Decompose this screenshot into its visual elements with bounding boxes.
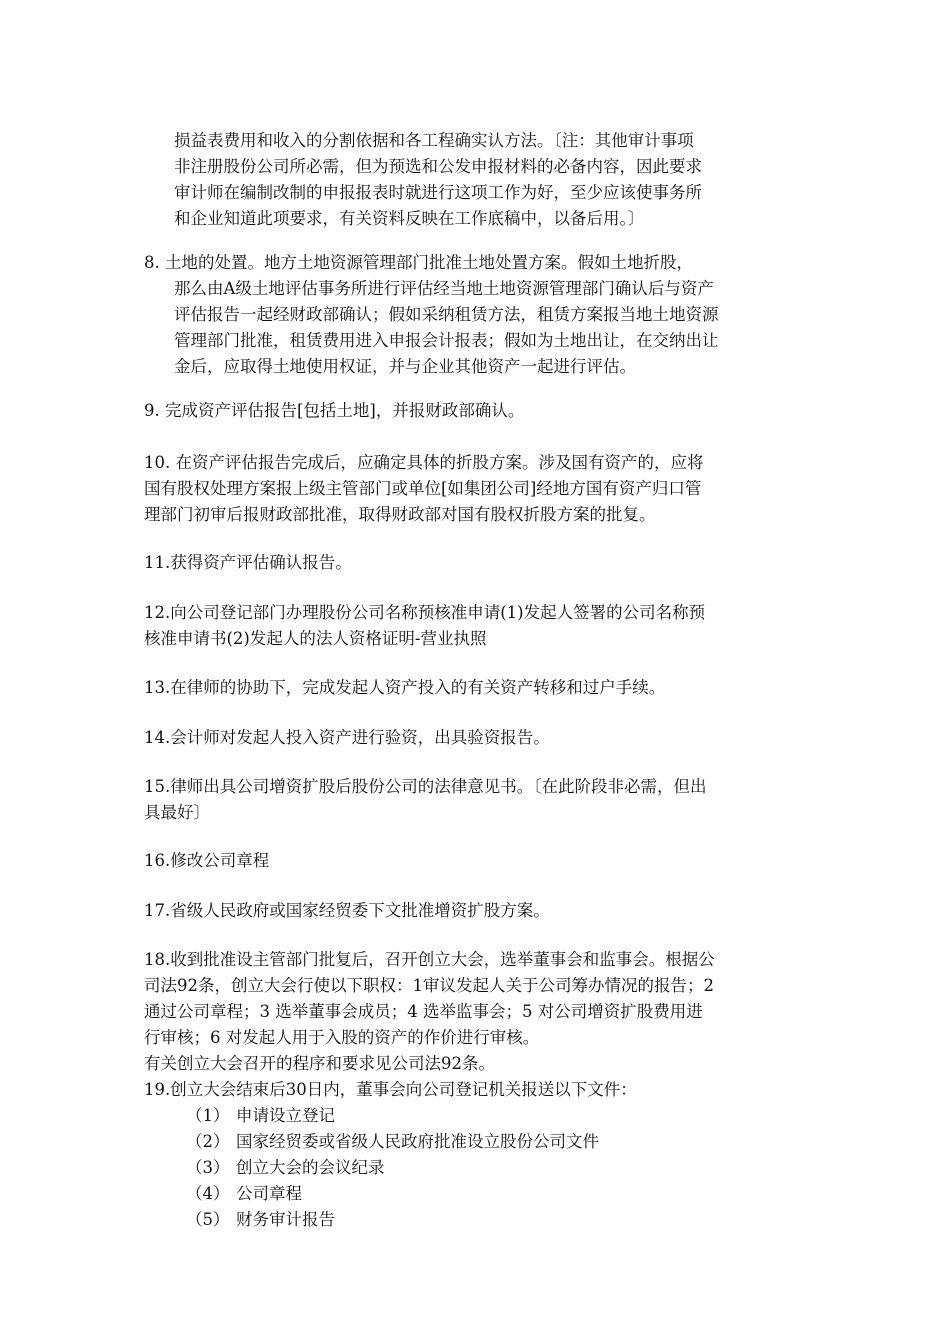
paragraph-item-16: [144, 848, 810, 874]
paragraph-item-13: [144, 675, 810, 701]
text-line: 8. 土地的处置。地方土地资源管理部门批准土地处置方案。假如土地折股，: [144, 253, 693, 272]
paragraph-item-15: [144, 774, 810, 826]
list-item-text: 创立大会的会议纪录: [236, 1158, 385, 1177]
text-line: 那么由A级土地评估事务所进行评估经当地土地资源管理部门确认后与资产: [174, 279, 714, 298]
list-item-text: 公司章程: [236, 1184, 302, 1203]
text-line: 9. 完成资产评估报告[包括土地]，并报财政部确认。: [144, 401, 525, 420]
text-line: 核准申请书(2)发起人的法人资格证明-营业执照: [144, 629, 487, 648]
list-item-number: （4）: [186, 1184, 230, 1203]
paragraph-item-17: [144, 898, 810, 924]
text-line: 行审核；6 对发起人用于入股的资产的作价进行审核。: [144, 1028, 540, 1047]
paragraph-item-8: [144, 250, 810, 380]
text-line: 有关创立大会召开的程序和要求见公司法92条。: [144, 1054, 495, 1073]
text-line: 通过公司章程；3 选举董事会成员；4 选举监事会；5 对公司增资扩股费用进: [144, 1002, 703, 1021]
paragraph-item-18-19: [144, 947, 810, 1103]
document-sublist: [144, 1103, 810, 1233]
text-line: 管理部门批准，租赁费用进入申报会计报表；假如为土地出让，在交纳出让: [174, 331, 719, 350]
text-line: 16.修改公司章程: [144, 851, 270, 870]
list-item-number: （1）: [186, 1106, 230, 1125]
list-item: [144, 1207, 810, 1233]
list-item: [144, 1181, 810, 1207]
list-item-text: 国家经贸委或省级人民政府批准设立股份公司文件: [236, 1132, 599, 1151]
list-item-number: （2）: [186, 1132, 230, 1151]
text-line: 评估报告一起经财政部确认；假如采纳租赁方法，租赁方案报当地土地资源: [174, 305, 719, 324]
text-line: 18.收到批准设主管部门批复后，召开创立大会，选举董事会和监事会。根据公: [144, 950, 715, 969]
list-item: [144, 1155, 810, 1181]
text-line: 非注册股份公司所必需，但为预选和公发申报材料的必备内容，因此要求: [174, 157, 702, 176]
list-item: [144, 1103, 810, 1129]
paragraph-item-11: [144, 550, 810, 576]
paragraph-continuation-7: [144, 128, 810, 232]
paragraph-item-10: [144, 450, 810, 528]
list-item-text: 申请设立登记: [236, 1106, 335, 1125]
text-line: 12.向公司登记部门办理股份公司名称预核准申请(1)发起人签署的公司名称预: [144, 603, 706, 622]
text-line: 11.获得资产评估确认报告。: [144, 553, 352, 572]
text-line: 具最好〕: [144, 803, 210, 822]
list-item-number: （3）: [186, 1158, 230, 1177]
list-item-text: 财务审计报告: [236, 1210, 335, 1229]
text-line: 理部门初审后报财政部批准，取得财政部对国有股权折股方案的批复。: [144, 505, 656, 524]
text-line: 10. 在资产评估报告完成后，应确定具体的折股方案。涉及国有资产的，应将: [144, 453, 704, 472]
text-line: 金后，应取得土地使用权证，并与企业其他资产一起进行评估。: [174, 357, 636, 376]
text-line: 17.省级人民政府或国家经贸委下文批准增资扩股方案。: [144, 901, 550, 920]
paragraph-item-9: [144, 398, 810, 424]
paragraph-item-14: [144, 725, 810, 751]
list-item-number: （5）: [186, 1210, 230, 1229]
text-line: 国有股权处理方案报上级主管部门或单位[如集团公司]经地方国有资产归口管: [144, 479, 702, 498]
text-line: 损益表费用和收入的分割依据和各工程确实认方法。〔注：其他审计事项: [174, 131, 694, 150]
text-line: 和企业知道此项要求，有关资料反映在工作底稿中，以备后用。〕: [174, 209, 645, 228]
text-line: 19.创立大会结束后30日内，董事会向公司登记机关报送以下文件：: [144, 1080, 637, 1099]
text-line: 15.律师出具公司增资扩股后股份公司的法律意见书。〔在此阶段非必需，但出: [144, 777, 707, 796]
text-line: 审计师在编制改制的申报报表时就进行这项工作为好，至少应该使事务所: [174, 183, 702, 202]
text-line: 13.在律师的协助下，完成发起人资产投入的有关资产转移和过户手续。: [144, 678, 666, 697]
paragraph-item-12: [144, 600, 810, 652]
list-item: [144, 1129, 810, 1155]
text-line: 14.会计师对发起人投入资产进行验资，出具验资报告。: [144, 728, 550, 747]
text-line: 司法92条，创立大会行使以下职权：1审议发起人关于公司筹办情况的报告；2: [144, 976, 714, 995]
